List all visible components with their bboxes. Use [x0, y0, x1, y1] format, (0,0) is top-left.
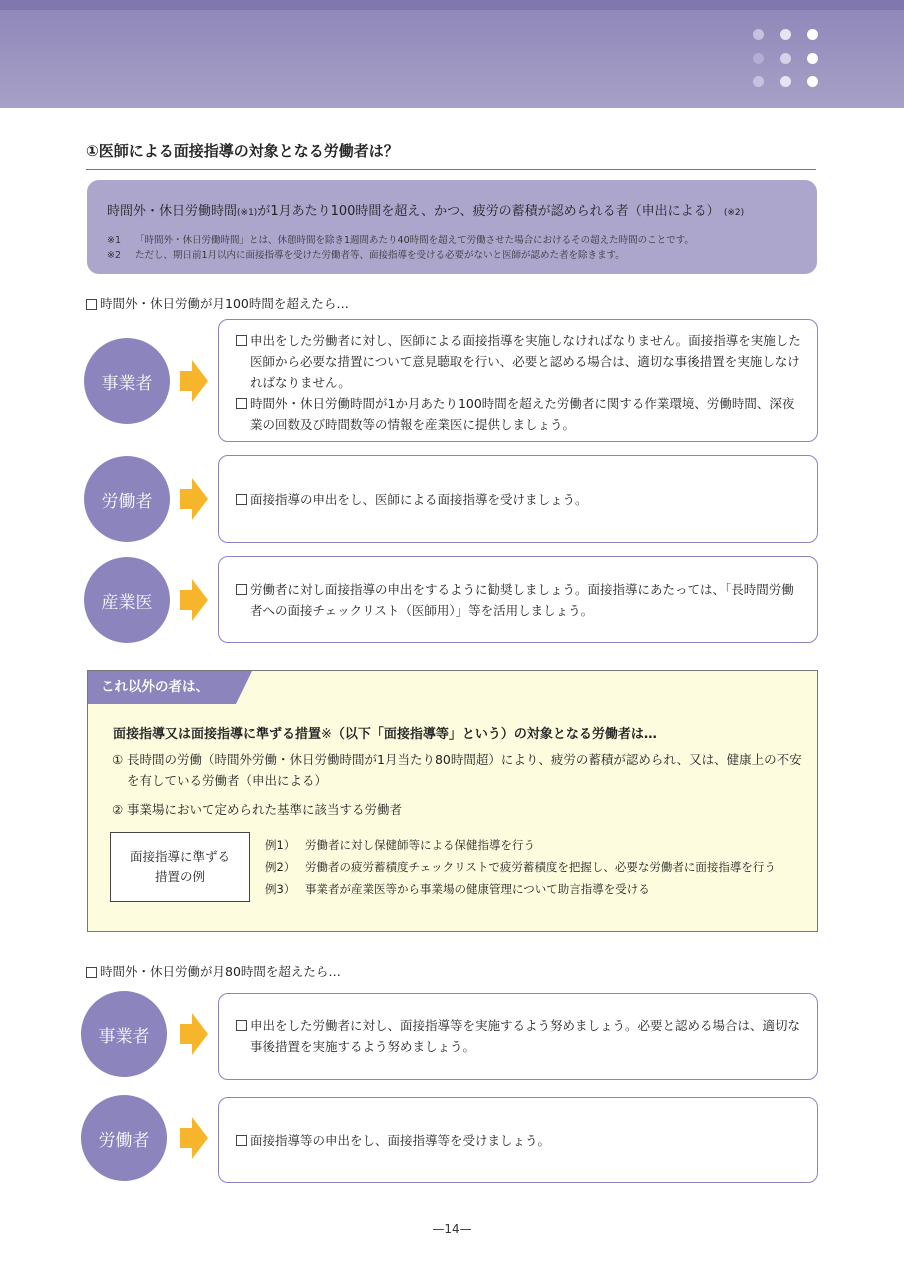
definition-text: 時間外・休日労働時間(※1)が1月あたり100時間を超え、かつ、疲労の蓄積が認められる者（申出による） (※2) — [107, 204, 745, 219]
definition-notes: ※1 「時間外・休日労働時間」とは、休憩時間を除き1週間あたり40時間を超えて労働させた場合におけるその超えた時間のことです。 ※2 ただし、期日前1月以内に面接指導を受けた労働者等、面接指導を受ける必要がないと医師が認めた者を除きます。 — [107, 235, 694, 261]
action-box-worker-80h: 面接指導等の申出をし、面接指導等を受けましょう。 — [218, 1097, 818, 1183]
action-box-employer-80h: 申出をした労働者に対し、面接指導等を実施するよう努めましょう。必要と認める場合は、適切な事後措置を実施するよう努めましょう。 — [218, 993, 818, 1080]
action-box-occupational-physician: 労働者に対し面接指導の申出をするように勧奨しましょう。面接指導にあたっては、「長時間労働者への面接チェックリスト（医師用）」等を活用しましょう。 — [218, 556, 818, 643]
section-heading: ①医師による面接指導の対象となる労働者は？ — [86, 140, 816, 170]
definition-box — [87, 180, 817, 274]
checkbox-icon — [236, 494, 247, 505]
examples-list — [265, 834, 776, 900]
checkbox-icon — [236, 584, 247, 595]
example-item: 例2） 労働者の疲労蓄積度チェックリストで疲労蓄積度を把握し、必要な労働者に面接指導を行う — [265, 860, 776, 874]
example-item: 例3） 事業者が産業医等から事業場の健康管理について助言指導を受ける — [265, 882, 650, 896]
arrow-right-icon — [180, 478, 208, 520]
over100-title: 時間外・休日労働が月100時間を超えたら… — [86, 294, 349, 312]
over80-title: 時間外・休日労働が月80時間を超えたら… — [86, 962, 341, 980]
action-box-employer: 申出をした労働者に対し、医師による面接指導を実施しなければなりません。面接指導を実施した医師から必要な措置について意見聴取を行い、必要と認める場合は、適切な事後措置を実施しなければなりません。 時間外・休日労働時間が1か月あたり100時間を超えた労働者に関する作業環境、労働時間、深夜業の回数及び時間数等の情報を産業医に提供しましょう。 — [218, 319, 818, 442]
arrow-right-icon — [180, 1013, 208, 1055]
other-workers-list — [112, 749, 802, 828]
arrow-right-icon — [180, 1117, 208, 1159]
checkbox-icon — [86, 967, 97, 978]
header-stripe — [0, 0, 904, 10]
role-circle-worker: 労働者 — [81, 1095, 167, 1181]
checkbox-icon — [236, 398, 247, 409]
list-item: ① 長時間の労働（時間外労働・休日労働時間が1月当たり80時間超）により、疲労の蓄積が認められ、又は、健康上の不安を有している労働者（申出による） — [112, 752, 802, 788]
header-band — [0, 0, 904, 108]
role-circle-occupational-physician: 産業医 — [84, 557, 170, 643]
role-circle-worker: 労働者 — [84, 456, 170, 542]
role-circle-employer: 事業者 — [84, 338, 170, 424]
arrow-right-icon — [180, 579, 208, 621]
list-item: ② 事業場において定められた基準に該当する労働者 — [112, 802, 403, 817]
other-workers-title: 面接指導又は面接指導に準ずる措置※（以下「面接指導等」という）の対象となる労働者は… — [113, 727, 657, 742]
checkbox-icon — [236, 1020, 247, 1031]
equivalent-measures-label: 面接指導に準ずる 措置の例 — [110, 832, 250, 902]
action-box-worker: 面接指導の申出をし、医師による面接指導を受けましょう。 — [218, 455, 818, 543]
page-number: —14— — [432, 1222, 472, 1236]
decorative-dots — [753, 29, 823, 91]
checkbox-icon — [236, 335, 247, 346]
checkbox-icon — [86, 299, 97, 310]
arrow-right-icon — [180, 360, 208, 402]
other-workers-tab: これ以外の者は、 — [88, 671, 236, 704]
example-item: 例1） 労働者に対し保健師等による保健指導を行う — [265, 838, 535, 852]
other-workers-box — [87, 670, 818, 932]
role-circle-employer: 事業者 — [81, 991, 167, 1077]
checkbox-icon — [236, 1135, 247, 1146]
